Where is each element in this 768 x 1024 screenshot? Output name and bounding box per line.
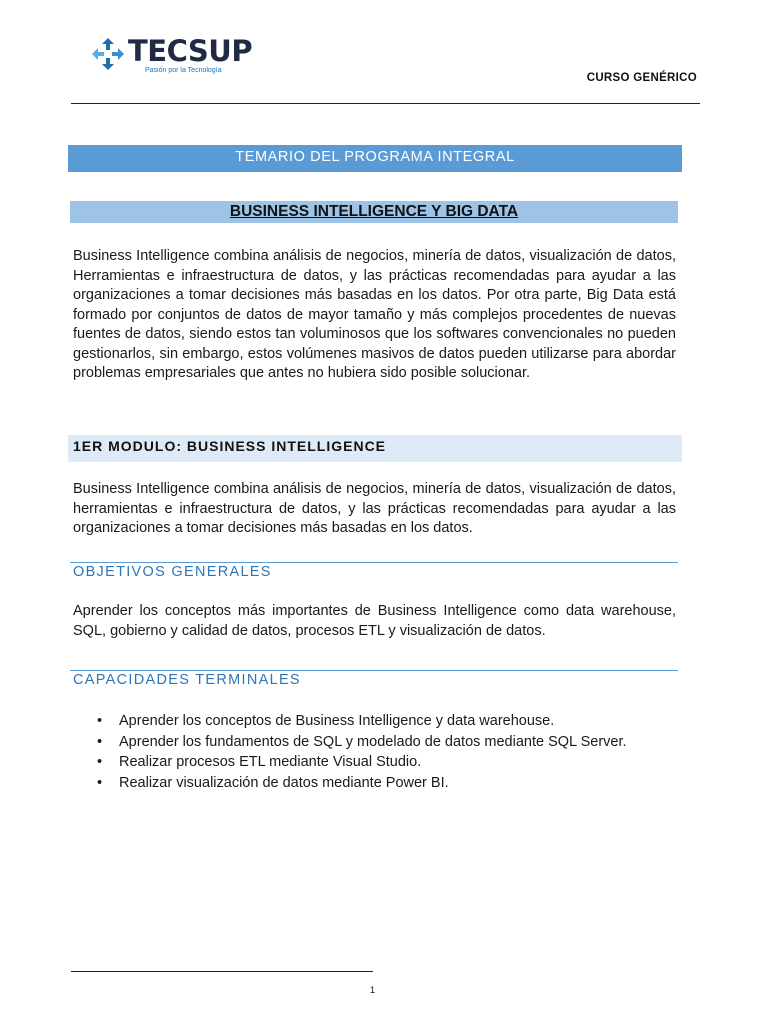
header-divider [71,103,700,104]
module-heading: 1ER MODULO: BUSINESS INTELLIGENCE [68,435,682,462]
module-description: Business Intelligence combina análisis de negocios, minería de datos, visualización de datos, herramientas e infraestructura de datos, y las prácticas recomendadas para ayudar a las organizaciones a tomar decisiones más basadas en los datos. [73,481,676,536]
objectives-paragraph: Aprender los conceptos más importantes de Business Intelligence como data warehouse, SQL, gobierno y calidad de datos, procesos ETL y visualización de datos. [73,603,676,639]
objectives-heading: OBJETIVOS GENERALES [73,564,272,580]
logo-tagline: Pasión por la Tecnología [145,67,222,74]
footnote-divider [71,971,373,972]
capacities-divider [70,670,678,671]
list-item: • Aprender los conceptos de Business Intelligence y data warehouse. [95,711,627,732]
intro-paragraph: Business Intelligence combina análisis de negocios, minería de datos, visualización de datos, Herramientas e infraestructura de datos, y las prácticas recomendadas para ayudar a las organizaciones a tomar decisiones más basadas en los datos. Por otra parte, Big Data está formado por conjuntos de datos de mayor tamaño y más complejos procedentes de nuevas fuentes de datos, siendo estos tan voluminosos que los softwares convencionales no pueden gestionarlos, sin embargo, estos volúmenes masivos de datos pueden utilizarse para abordar problemas empresariales que antes no hubiera sido posible solucionar. [73,248,676,381]
list-item: • Aprender los fundamentos de SQL y modelado de datos mediante SQL Server. [95,732,627,753]
program-banner: TEMARIO DEL PROGRAMA INTEGRAL [68,145,682,172]
list-item: • Realizar visualización de datos mediante Power BI. [95,773,627,794]
tecsup-logo [90,34,253,80]
tecsup-arrows-icon [90,36,126,72]
document-title [70,201,678,223]
capacities-list [95,711,627,793]
objectives-divider [70,562,678,563]
capacities-heading: CAPACIDADES TERMINALES [73,672,301,688]
list-item: • Realizar procesos ETL mediante Visual Studio. [95,752,627,773]
page-number: 1 [370,985,376,995]
document-title-text: BUSINESS INTELLIGENCE Y BIG DATA [229,203,519,220]
logo-wordmark: TECSUP [128,34,253,68]
course-label: CURSO GENÉRICO [586,72,697,84]
